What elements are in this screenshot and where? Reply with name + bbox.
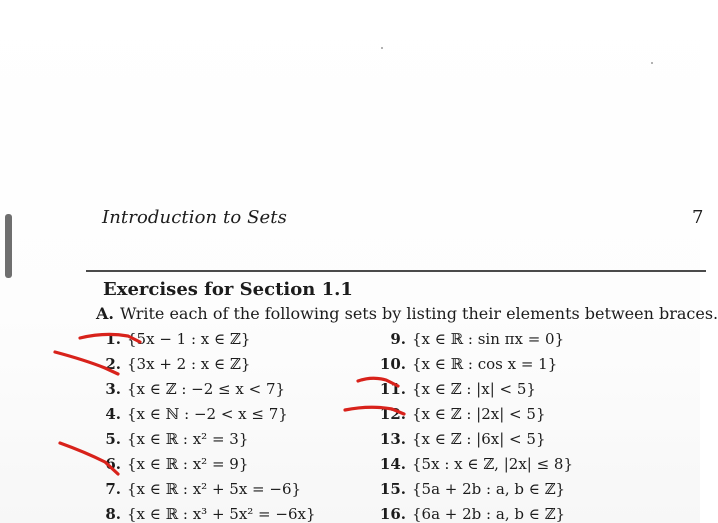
speck (381, 47, 383, 49)
exercise-expression: {x ∈ ℝ : x² + 5x = −6} (127, 480, 302, 498)
exercise-number: 12. (379, 405, 406, 423)
exercise-number: 10. (379, 355, 406, 373)
exercise-expression: {x ∈ ℤ : |x| < 5} (412, 380, 536, 398)
exercise-number: 5. (105, 430, 121, 448)
instruction-text: Write each of the following sets by listing their elements between braces. (119, 304, 718, 323)
exercise-expression: {x ∈ ℤ : |2x| < 5} (412, 405, 546, 423)
exercise-expression: {5x : x ∈ ℤ, |2x| ≤ 8} (412, 455, 574, 473)
exercise-item (372, 330, 564, 348)
exercise-item (372, 455, 573, 473)
instruction-letter: A. (96, 304, 114, 323)
page-number: 7 (692, 207, 704, 228)
exercise-item (372, 405, 545, 423)
exercise-item (372, 480, 565, 498)
exercise-expression: {x ∈ ℤ : −2 ≤ x < 7} (127, 380, 286, 398)
exercise-item (97, 430, 248, 448)
exercise-item (97, 330, 250, 348)
exercise-number: 15. (379, 480, 406, 498)
exercise-number: 6. (105, 455, 121, 473)
exercise-expression: {x ∈ ℝ : x² = 9} (127, 455, 249, 473)
exercise-number: 9. (390, 330, 406, 348)
running-header: Introduction to Sets (102, 207, 287, 228)
exercise-number: 11. (379, 380, 406, 398)
exercise-instruction (96, 304, 718, 323)
exercise-number: 16. (379, 505, 406, 523)
exercise-item (97, 480, 301, 498)
exercise-expression: {x ∈ ℤ : |6x| < 5} (412, 430, 546, 448)
exercise-item (97, 380, 285, 398)
exercise-item (372, 505, 565, 523)
exercise-item (372, 380, 536, 398)
exercise-expression: {5x − 1 : x ∈ ℤ} (127, 330, 251, 348)
exercise-number: 8. (105, 505, 121, 523)
exercise-expression: {x ∈ ℝ : sin πx = 0} (412, 330, 565, 348)
section-rule (86, 270, 706, 272)
exercise-item (97, 405, 288, 423)
exercise-number: 13. (379, 430, 406, 448)
section-title: Exercises for Section 1.1 (103, 279, 353, 300)
exercise-number: 4. (105, 405, 121, 423)
exercise-number: 3. (105, 380, 121, 398)
exercise-item (97, 505, 316, 523)
exercise-expression: {x ∈ ℕ : −2 < x ≤ 7} (127, 405, 288, 423)
speck (651, 62, 653, 64)
exercise-number: 1. (105, 330, 121, 348)
exercise-expression: {x ∈ ℝ : cos x = 1} (412, 355, 558, 373)
exercise-expression: {x ∈ ℝ : x³ + 5x² = −6x} (127, 505, 316, 523)
exercise-expression: {6a + 2b : a, b ∈ ℤ} (412, 505, 566, 523)
exercise-expression: {x ∈ ℝ : x² = 3} (127, 430, 249, 448)
exercise-number: 7. (105, 480, 121, 498)
exercise-item (372, 430, 545, 448)
exercise-item (97, 455, 248, 473)
exercise-expression: {5a + 2b : a, b ∈ ℤ} (412, 480, 566, 498)
exercise-number: 2. (105, 355, 121, 373)
exercise-item (372, 355, 557, 373)
exercise-item (97, 355, 250, 373)
exercise-number: 14. (379, 455, 406, 473)
exercise-expression: {3x + 2 : x ∈ ℤ} (127, 355, 251, 373)
scroll-indicator (5, 214, 12, 278)
